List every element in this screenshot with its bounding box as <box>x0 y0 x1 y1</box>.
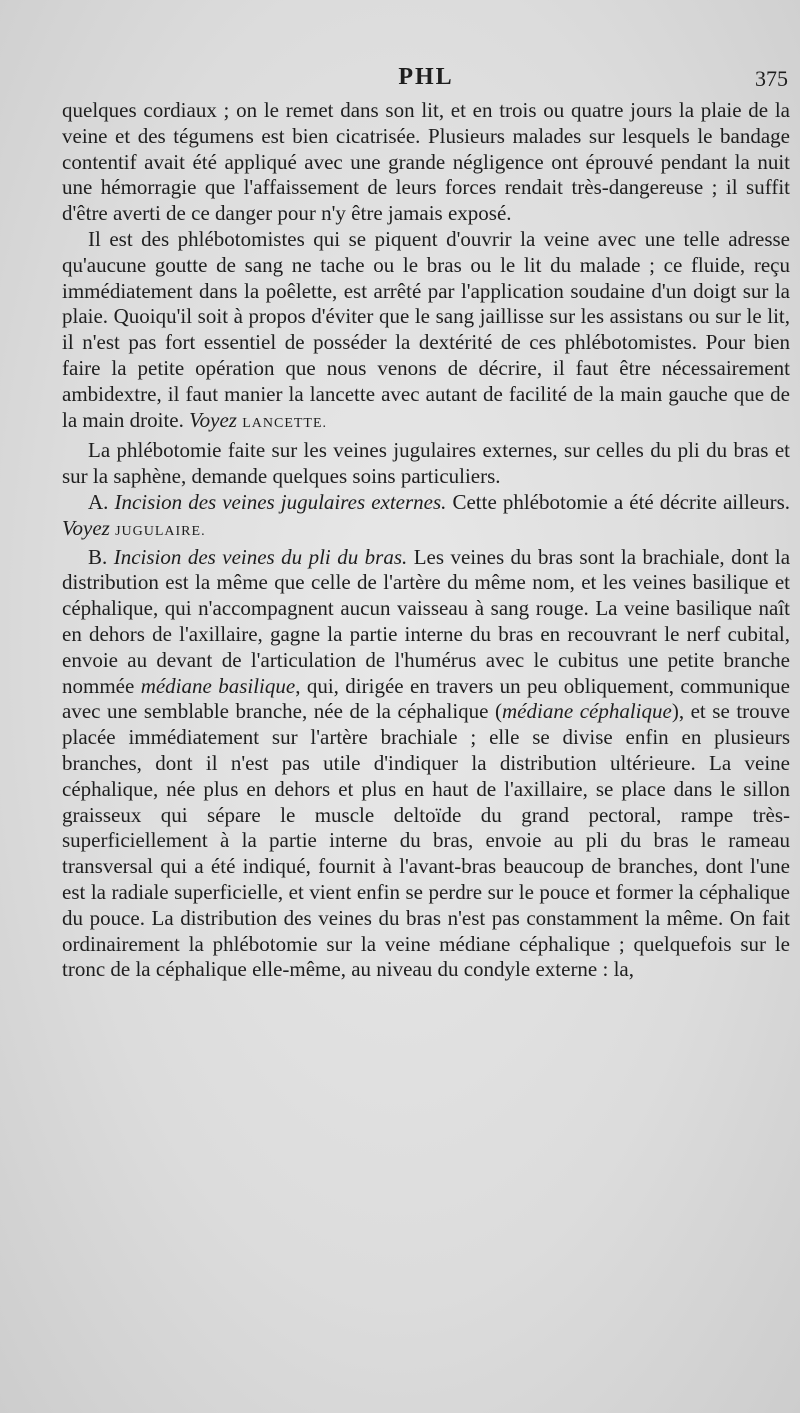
cross-reference: LANCETTE. <box>242 415 328 431</box>
paragraph-text: La phlébotomie faite sur les veines jugulaires externes, sur celles du pli du bras et sur la saphène, demande quelques soins particuliers. <box>62 438 790 489</box>
section-label: A. <box>88 489 109 514</box>
section-label: B. <box>88 544 108 569</box>
section-b <box>62 545 790 984</box>
cross-reference: JUGULAIRE. <box>115 523 206 539</box>
paragraph-text: Il est des phlébotomistes qui se piquent d'ouvrir la veine avec une telle adresse qu'aucune goutte de sang ne tache ou le bras ou le lit du malade ; ce fluide, reçu immédiatement dans la poêlette, est arrêté par l'application soudaine d'un doigt sur la plaie. Quoiqu'il soit à propos d'éviter que le sang jaillisse sur les assistans ou sur le lit, il n'est pas fort essentiel de posséder la dextérité de ces phlébotomistes. Pour bien faire la petite opération que nous venons de décrire, il faut être nécessairement ambidextre, il faut manier la lancette avec autant de facilité de la main gauche que de la main droite. <box>62 226 790 432</box>
body-text <box>62 98 790 983</box>
paragraph-text: , qui, dirigée en travers un peu obliquement, communique avec une semblable branche, née de la céphalique ( <box>62 673 790 724</box>
paragraph-phlebotomists <box>62 227 790 436</box>
paragraph-text: Les veines du bras sont la brachiale, dont la distribution est la même que celle de l'artère du même nom, et les veines basilique et céphalique, qui n'accompagnent aucun vaisseau à sang rouge. La veine basilique naît en dehors de l'axillaire, gagne la partie interne du bras en recouvrant le nerf cubital, envoie au devant de l'articulation de l'humérus avec le cubitus une petite branche nommée <box>62 544 791 698</box>
voyez-label: Voyez <box>62 515 110 540</box>
section-heading: Incision des veines du pli du bras. <box>113 544 408 569</box>
paragraph-text: ), et se trouve placée immédiatement sur l'artère brachiale ; elle se divise enfin en plusieurs branches, dont il n'est pas utile d'indiquer la distribution ultérieure. La veine céphalique, née plus en dehors et plus en haut de l'axillaire, se place dans le sillon graisseux qui sépare le muscle deltoïde du grand pectoral, rampe très-superficiellement à la partie interne du bras, envoie au pli du bras le rameau transversal qui a été indiqué, fournit à l'avant-bras beaucoup de branches, dont l'une est la radiale superficielle, et vient enfin se perdre sur le pouce et former la céphalique du pouce. La distribution des veines du bras n'est pas constamment la même. On fait ordinairement la phlébotomie sur la veine médiane céphalique ; quelquefois sur le tronc de la céphalique elle-même, au niveau du condyle externe : la, <box>62 699 790 982</box>
section-heading: Incision des veines jugulaires externes. <box>114 489 447 514</box>
term-median-cephalic: médiane céphalique <box>502 699 672 724</box>
section-a <box>62 490 790 545</box>
paragraph-continuation <box>62 98 790 227</box>
paragraph-veins-intro <box>62 438 790 490</box>
page-header <box>62 64 790 94</box>
voyez-label: Voyez <box>189 407 237 432</box>
term-median-basilic: médiane basilique <box>140 673 296 698</box>
page-number: 375 <box>755 66 788 91</box>
paragraph-text: quelques cordiaux ; on le remet dans son lit, et en trois ou quatre jours la plaie de la veine et des tégumens est bien cicatrisée. Plusieurs malades sur lesquels le bandage contentif avait été appliqué avec une grande négligence ont éprouvé pendant la nuit une hémorragie que l'affaissement de leurs forces rendait très-dangereuse ; il suffit d'être averti de ce danger pour n'y être jamais exposé. <box>62 98 790 226</box>
running-head: PHL <box>398 64 454 90</box>
paragraph-text: Cette phlébotomie a été décrite ailleurs. <box>452 489 791 514</box>
